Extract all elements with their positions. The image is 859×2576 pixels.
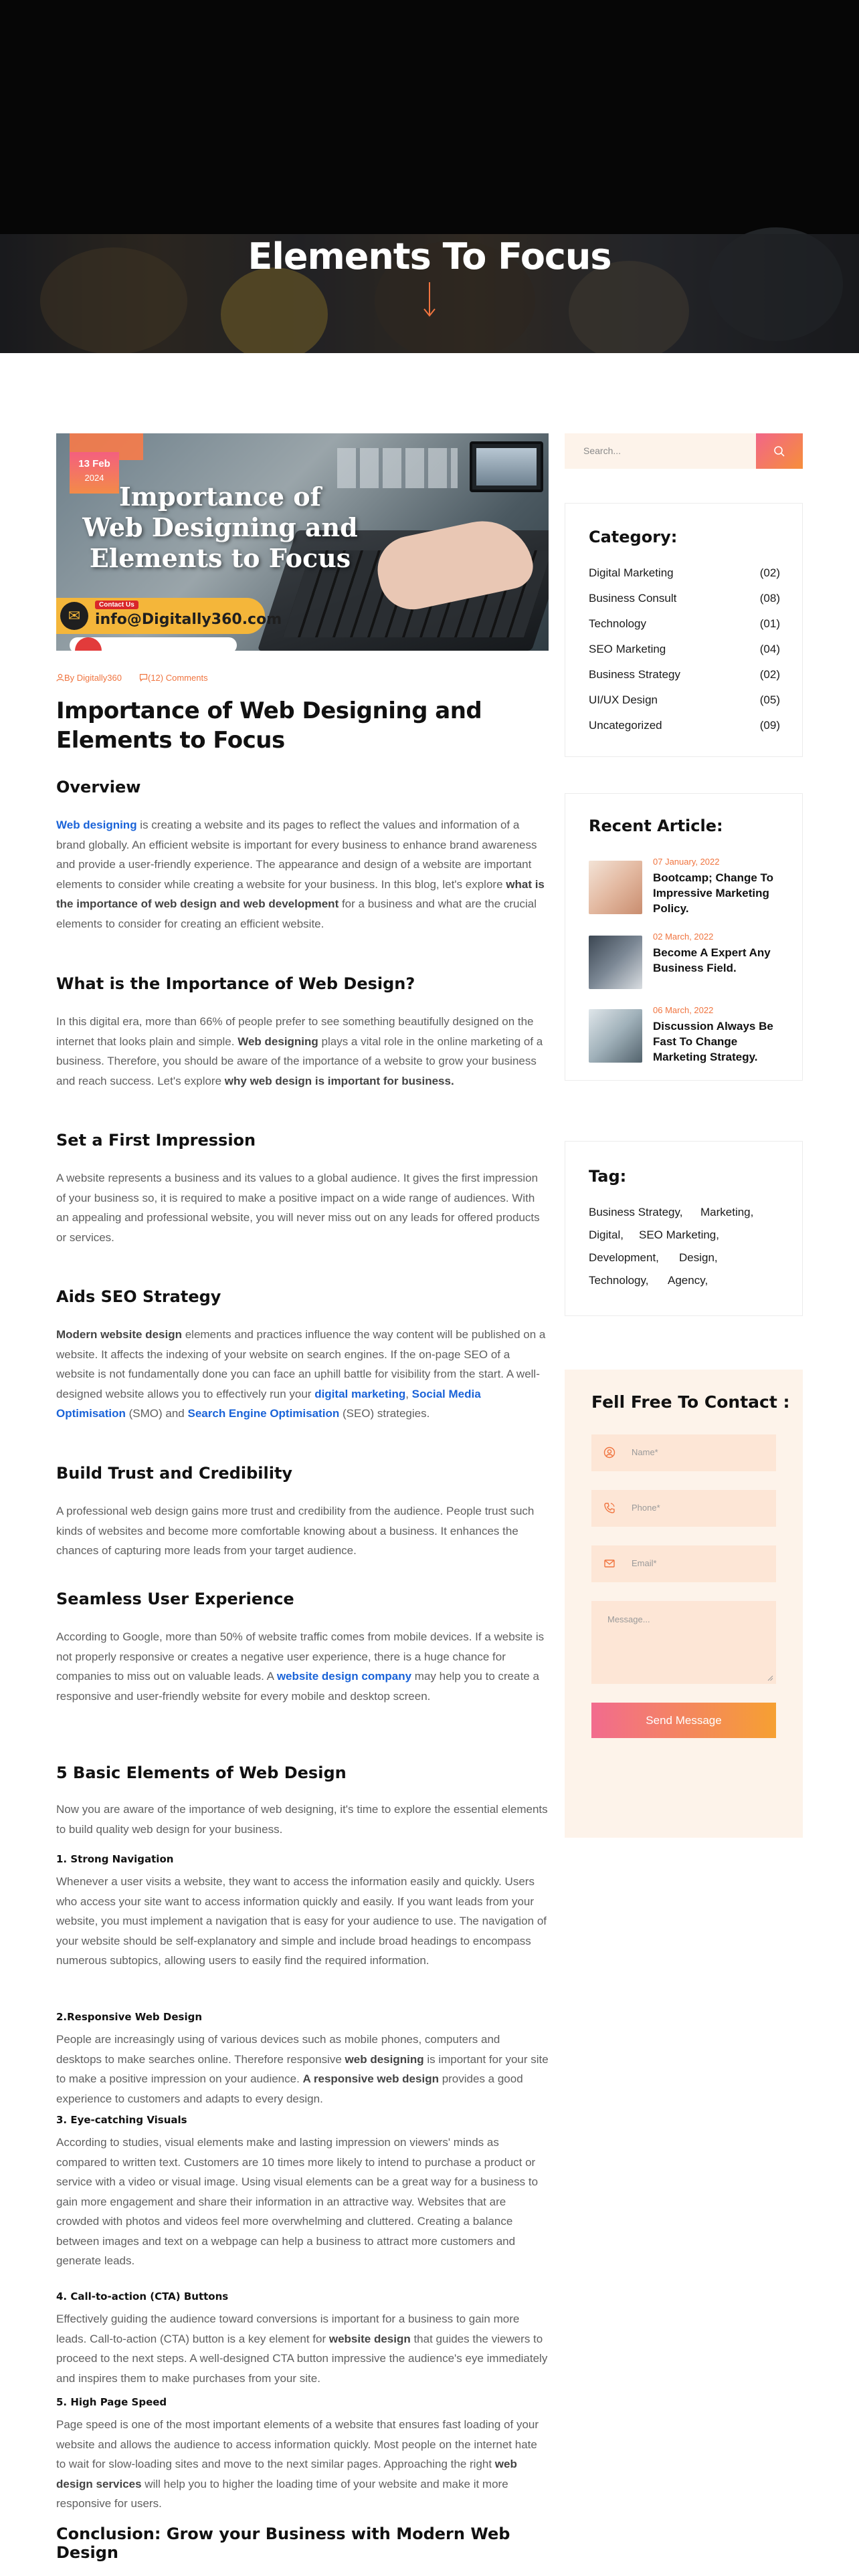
post-author-text: By Digitally360 [64, 673, 122, 683]
text: provides a good experience to customers and adapts to every design. [56, 2072, 523, 2105]
recent-article[interactable] [589, 857, 789, 914]
tag-title: Tag: [589, 1167, 627, 1186]
phone-icon [603, 1502, 615, 1514]
contact-title: Fell Free To Contact : [591, 1392, 790, 1412]
category-count: (05) [759, 693, 780, 706]
category-count: (01) [759, 617, 780, 630]
image-headline [63, 481, 377, 574]
post-title: Importance of Web Designing and Elements to Focus [56, 697, 482, 754]
user-icon [56, 673, 64, 681]
text: (SEO) strategies. [339, 1407, 430, 1420]
bold-text: website design [328, 2332, 411, 2345]
search-bar[interactable] [565, 433, 803, 469]
text: that guides the viewers to proceed to the next steps. A well-designed CTA button impressive the audience's eye immediately and inspires them to make purchases from your site. [56, 2332, 548, 2385]
envelope-icon [603, 1558, 615, 1570]
date-day: 13 Feb [78, 458, 110, 469]
tag-link[interactable]: Business Strategy, [589, 1206, 683, 1218]
recent-title: Recent Article: [589, 817, 723, 835]
send-message-button[interactable]: Send Message [591, 1703, 776, 1738]
image-social-pill [70, 637, 237, 651]
post-comments-text: (12) Comments [148, 673, 208, 683]
article-date: 02 March, 2022 [653, 932, 714, 942]
name-field[interactable] [591, 1434, 776, 1471]
category-count: (04) [759, 643, 780, 655]
bold-text: Web designing [237, 1035, 318, 1048]
text: elements and practices influence the way content will be published on a website. It affects the indexing of your website on search engines. If the on-page SEO of a website is not fundamentally done you can face an uphill battle for visibility from the start. A well-designed website allows you to effectively run your [56, 1328, 546, 1400]
category-title: Category: [589, 528, 678, 546]
section-paragraph [56, 1012, 549, 1091]
section-paragraph: Whenever a user visits a website, they want to access the information easily and quickly. Users who access your site want to access information quickly and easily. If you want leads from your website, you must implement a navigation that is easy for your audience to use. The navigation of your website should be self-explanatory and simple and include broad headings to encompass numerous subtopics, allowing users to easily find the required information. [56, 1875, 547, 1967]
post-meta [56, 673, 549, 683]
category-count: (08) [759, 592, 780, 605]
category-item[interactable] [589, 693, 780, 707]
resize-handle-icon[interactable] [767, 1675, 773, 1681]
section-heading: Set a First Impression [56, 1131, 256, 1150]
category-name: Uncategorized [589, 719, 662, 732]
section-paragraph: According to studies, visual elements make and lasting impression on viewers' minds as compared to written text. Customers are 10 times more likely to intend to purchase a product or service with a video or visual image. Using visual elements can be a great way for a business to gain more engagement and share their information in an attractive way. Websites that are crowded with photos and videos feel more overwhelming and cluttered. Creating a balance between images and text on a webpage can help a business to attract more customers and generate leads. [56, 2136, 539, 2267]
image-headline-line: Importance of [119, 481, 321, 512]
inline-link[interactable]: Social Media Optimisation [56, 1387, 481, 1420]
search-button[interactable] [756, 433, 803, 469]
article-title[interactable]: Become A Expert Any Business Field. [653, 946, 771, 974]
featured-image [56, 433, 549, 651]
article-date: 06 March, 2022 [653, 1005, 714, 1015]
recent-articles-card [565, 793, 803, 1081]
email-field[interactable] [591, 1545, 776, 1582]
bold-text: web design services [56, 2458, 517, 2490]
category-name: Business Consult [589, 592, 677, 605]
section-paragraph: Now you are aware of the importance of web designing, it's time to explore the essential elements to build quality web design for your business. [56, 1803, 548, 1836]
text: is creating a website and its pages to reflect the values and information of a brand globally. An efficient website is important for every business to enhance brand awareness and provide a user-friendly experience. The appearance and design of a website are important elements to consider while creating a website for your business. In this blog, let's explore [56, 819, 537, 891]
text: for a business and what are the crucial elements to consider for creating an efficient website. [56, 897, 537, 930]
section-heading: Aids SEO Strategy [56, 1287, 221, 1306]
bold-text: web designing [345, 2052, 424, 2066]
category-name: Business Strategy [589, 668, 681, 681]
section-paragraph [56, 1325, 549, 1424]
text: will help you to higher the loading time of your website and make it more responsive for users. [56, 2477, 508, 2510]
category-item[interactable] [589, 719, 780, 732]
section-heading: Seamless User Experience [56, 1590, 294, 1608]
element-heading: 5. High Page Speed [56, 2396, 167, 2408]
tag-link[interactable]: SEO Marketing, [639, 1228, 719, 1241]
message-field[interactable] [591, 1601, 776, 1684]
page-hero [0, 0, 859, 353]
category-name: Technology [589, 617, 647, 630]
post-comments[interactable] [139, 673, 208, 683]
section-paragraph [56, 815, 549, 934]
tag-link[interactable]: Agency, [668, 1274, 708, 1287]
text: may help you to create a responsive and user-friendly website for every mobile and desktop screen. [56, 1670, 539, 1703]
bold-text: what is the importance of web design and web development [56, 877, 545, 910]
section-paragraph [56, 2309, 549, 2388]
text: Effectively guiding the audience toward conversions is important for a business to gain more leads. Call-to-action (CTA) button is a key element for [56, 2313, 520, 2345]
section-paragraph [56, 2415, 549, 2514]
text: plays a vital role in the online marketing of a business. Therefore, you should be aware of the importance of a website to grow your business and reach success. Let's explore [56, 1035, 543, 1087]
element-heading: 1. Strong Navigation [56, 1853, 174, 1865]
section-paragraph [56, 2030, 549, 2109]
category-item[interactable] [589, 643, 780, 656]
section-paragraph: A website represents a business and its values to a global audience. It gives the first impression of your business so, it is required to make a positive impact on a wide range of audiences. With an appealing and professional website, you will never miss out on any leads for offered products or services. [56, 1172, 540, 1244]
section-heading: 5 Basic Elements of Web Design [56, 1763, 347, 1782]
text: Page speed is one of the most important elements of a website that ensures fast loading of your website and allows the audience to access information quickly. Most people on the internet hate to wait for slow-loading sites and move to the next similar pages. Approaching the right [56, 2418, 539, 2470]
article-title[interactable]: Discussion Always Be Fast To Change Marketing Strategy. [653, 1020, 773, 1063]
recent-article[interactable] [589, 932, 789, 989]
tag-link[interactable]: Design, [679, 1251, 718, 1264]
category-name: UI/UX Design [589, 693, 658, 706]
page-title: Elements To Focus [248, 235, 611, 278]
inline-link[interactable]: Search Engine Optimisation [187, 1407, 340, 1420]
tag-link[interactable]: Marketing, [700, 1206, 754, 1218]
article-date: 07 January, 2022 [653, 857, 720, 867]
article-thumbnail [589, 936, 642, 989]
section-heading: What is the Importance of Web Design? [56, 974, 415, 993]
element-heading: 4. Call-to-action (CTA) Buttons [56, 2290, 229, 2302]
inline-link[interactable]: digital marketing [314, 1387, 406, 1400]
article-thumbnail [589, 861, 642, 914]
bold-text: why web design is important for business. [224, 1074, 454, 1087]
comment-icon [139, 673, 148, 681]
text: People are increasingly using of various devices such as mobile phones, computers and desktops to make searches online. Therefore responsive [56, 2033, 500, 2066]
category-count: (02) [759, 566, 780, 579]
image-contact-label: Contact Us [95, 601, 138, 609]
element-heading: 3. Eye-catching Visuals [56, 2114, 187, 2126]
user-icon [603, 1446, 615, 1459]
post-author[interactable] [56, 673, 122, 683]
section-heading: Overview [56, 778, 141, 796]
bold-text: Modern website design [56, 1328, 182, 1341]
tag-link[interactable]: Development, [589, 1251, 659, 1264]
section-heading: Conclusion: Grow your Business with Modern Web Design [56, 2525, 510, 2562]
category-item[interactable] [589, 592, 780, 605]
mail-icon: ✉ [60, 602, 88, 630]
section-heading: Build Trust and Credibility [56, 1464, 293, 1483]
bold-text: A responsive web design [302, 2072, 439, 2085]
inline-link[interactable]: Web designing [56, 819, 137, 831]
search-input[interactable]: Search... [583, 445, 622, 456]
image-monitor [470, 441, 543, 492]
section-paragraph: A professional web design gains more trust and credibility from the audience. People trust such kinds of websites and become more comfortable knowing about a business. It enhances the chances of capturing more leads from your target audience. [56, 1505, 535, 1557]
category-name: SEO Marketing [589, 643, 666, 655]
text: (SMO) and [125, 1407, 188, 1420]
article [56, 433, 549, 2562]
recent-article[interactable] [589, 1005, 789, 1063]
inline-link[interactable]: website design company [276, 1670, 412, 1683]
category-count: (02) [759, 668, 780, 681]
image-contact-email: info@Digitally360.com [95, 611, 282, 628]
text: According to Google, more than 50% of website traffic comes from mobile devices. If a website is not properly responsive or creates a negative user experience, there is a huge chance for companies to miss out on valuable leads. A [56, 1630, 545, 1683]
text: In this digital era, more than 66% of people prefer to see something beautifully designed on the internet that looks plain and simple. [56, 1015, 534, 1048]
date-year: 2024 [84, 473, 104, 483]
image-headline-line: Elements to Focus [89, 543, 351, 573]
article-thumbnail [589, 1009, 642, 1063]
arrow-down-icon [421, 281, 438, 318]
tag-card [565, 1141, 803, 1316]
element-heading: 2.Responsive Web Design [56, 2011, 203, 2023]
tag-link[interactable]: Technology, [589, 1274, 649, 1287]
category-name: Digital Marketing [589, 566, 674, 579]
category-card [565, 503, 803, 757]
search-icon [773, 445, 785, 457]
article-title[interactable]: Bootcamp; Change To Impressive Marketing Policy. [653, 871, 774, 915]
message-textarea[interactable]: Message... [607, 1614, 650, 1624]
section-paragraph [56, 1627, 549, 1706]
category-item[interactable] [589, 617, 780, 631]
image-headline-line: Web Designing and [82, 512, 358, 542]
category-item[interactable] [589, 668, 780, 681]
text: is important for your site to make a positive impression on your audience. [56, 2052, 549, 2085]
name-input[interactable]: Name* [632, 1447, 658, 1457]
category-count: (09) [759, 719, 780, 732]
email-input[interactable]: Email* [632, 1558, 657, 1568]
category-item[interactable] [589, 566, 780, 580]
tag-link[interactable]: Digital, [589, 1228, 624, 1241]
phone-input[interactable]: Phone* [632, 1503, 660, 1513]
phone-field[interactable] [591, 1490, 776, 1527]
contact-form [565, 1370, 803, 1838]
image-contact-pill [56, 598, 282, 634]
text: , [405, 1387, 412, 1400]
